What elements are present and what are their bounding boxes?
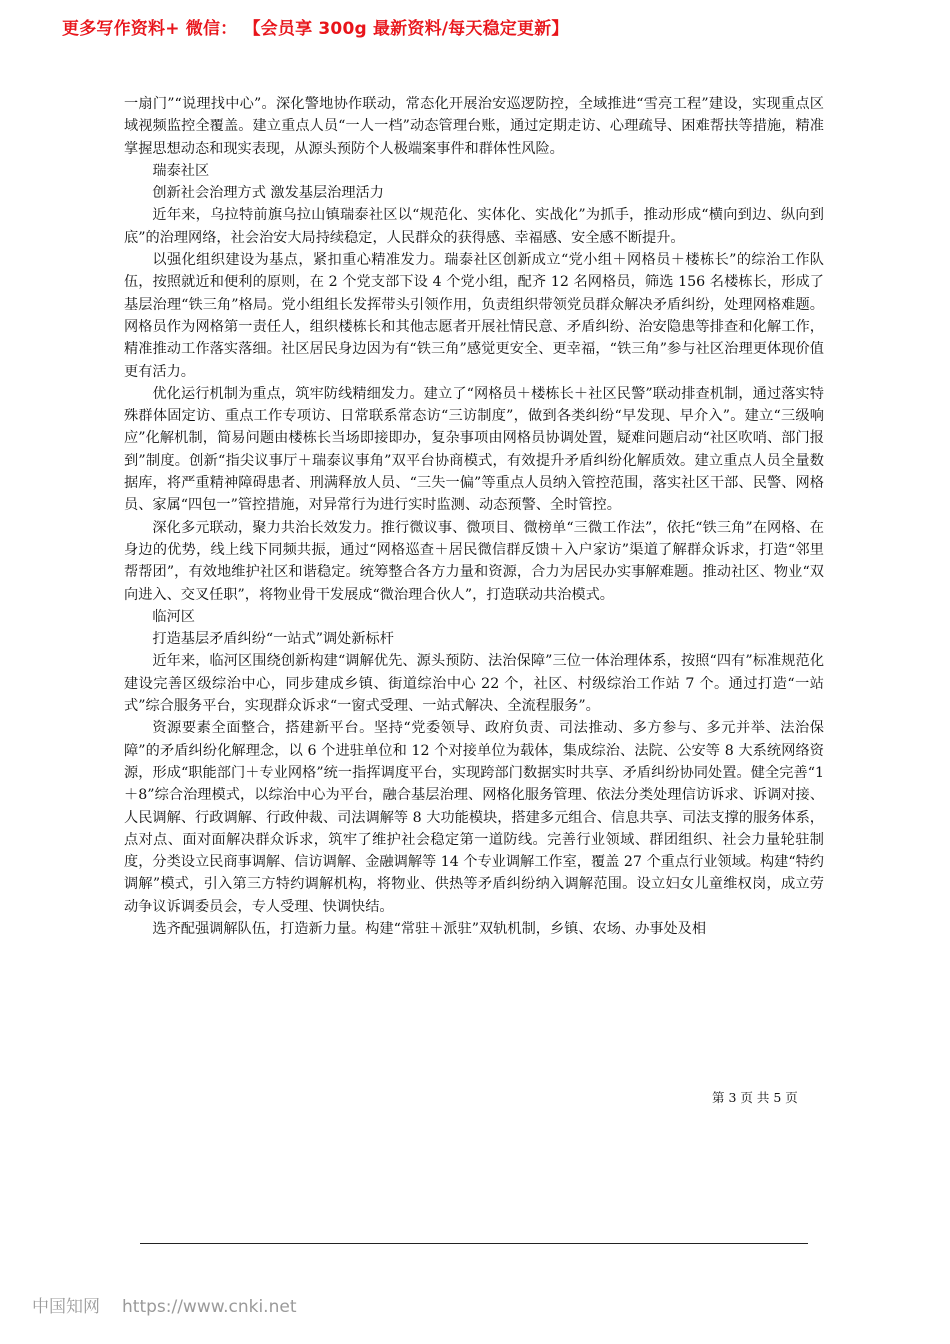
section-subheading-linhe: 打造基层矛盾纠纷“一站式”调处新标杆 xyxy=(152,631,394,648)
section-heading-linhe: 临河区 xyxy=(152,608,195,625)
paragraph: 近年来，乌拉特前旗乌拉山镇瑞泰社区以“规范化、实体化、实战化”为抓手，推动形成“横向到边、纵向到底”的治理网络，社会治安大局持续稳定，人民群众的获得感、幸福感、安全感不断提升。 xyxy=(124,207,824,246)
promo-banner: 更多写作资料+ 微信： 【会员享 300g 最新资料/每天稳定更新】 xyxy=(62,19,569,39)
document-body xyxy=(124,93,824,940)
paragraph: 近年来，临河区围绕创新构建“调解优先、源头预防、法治保障”三位一体治理体系，按照“四有”标准规范化建设完善区级综治中心，同步建成乡镇、街道综治中心 22 个，社区、村级综治工作站 7 个。通过打造“一站式”综合服务平台，实现群众诉求“一窗式受理、一站式解决、全流程服务”。 xyxy=(124,653,825,715)
paragraph: 选齐配强调解队伍，打造新力量。构建“常驻＋派驻”双轨机制，乡镇、农场、办事处及相 xyxy=(152,920,707,937)
watermark-brand: 中国知网 xyxy=(32,1297,100,1317)
footer-divider xyxy=(140,1243,808,1244)
section-heading-ruitai: 瑞泰社区 xyxy=(152,162,210,179)
cnki-watermark xyxy=(32,1292,296,1317)
paragraph: 深化多元联动，聚力共治长效发力。推行微议事、微项目、微榜单“三微工作法”，依托“铁三角”在网格、在身边的优势，线上线下同频共振，通过“网格巡查＋居民微信群反馈＋入户家访”渠道了解群众诉求，打造“邻里帮帮团”，有效地维护社区和谐稳定。统筹整合各方力量和资源，合力为居民办实事解难题。推动社区、物业“双向进入、交叉任职”，将物业骨干发展成“微治理合伙人”，打造联动共治模式。 xyxy=(124,519,824,603)
paragraph: 优化运行机制为重点，筑牢防线精细发力。建立了“网格员＋楼栋长＋社区民警”联动排查机制，通过落实特殊群体固定访、重点工作专项访、日常联系常态访“三访制度”，做到各类纠纷“早发现、早介入”。建立“三级响应”化解机制，简易问题由楼栋长当场即接即办，复杂事项由网格员协调处置，疑难问题启动“社区吹哨、部门报到”制度。创新“指尖议事厅＋瑞泰议事角”双平台协商模式，有效提升矛盾纠纷化解质效。建立重点人员全量数据库，将严重精神障碍患者、刑满释放人员、“三失一偏”等重点人员纳入管控范围，落实社区干部、民警、网格员、家属“四包一”管控措施，对异常行为进行实时监测、动态预警、全时管控。 xyxy=(124,385,824,514)
section-subheading-ruitai: 创新社会治理方式 激发基层治理活力 xyxy=(152,185,384,202)
paragraph: 以强化组织建设为基点，紧扣重心精准发力。瑞泰社区创新成立“党小组＋网格员＋楼栋长”的综治工作队伍，按照就近和便利的原则，在 2 个党支部下设 4 个党小组，配齐 12 名网格员，筛选 156 名楼栋长，形成了基层治理“铁三角”格局。党小组组长发挥带头引领作用，负责组织带领党员群众解决矛盾纠纷，处理网格难题。网格员作为网格第一责任人，组织楼栋长和其他志愿者开展社情民意、矛盾纠纷、治安隐患等排查和化解工作，精准推动工作落实落细。社区居民身边因为有“铁三角”感觉更安全、更幸福，“铁三角”参与社区治理更体现价值更有活力。 xyxy=(124,252,824,380)
paragraph: 资源要素全面整合，搭建新平台。坚持“党委领导、政府负责、司法推动、多方参与、多元并举、法治保障”的矛盾纠纷化解理念，以 6 个进驻单位和 12 个对接单位为载体，集成综治、法院、公安等 8 大系统网络资源，形成“职能部门＋专业网格”统一指挥调度平台，实现跨部门数据实时共享、矛盾纠纷协同处置。健全完善“1＋8”综合治理模式，以综治中心为平台，融合基层治理、网格化服务管理、依法分类处理信访诉求、诉调对接、人民调解、行政调解、行政仲裁、司法调解等 8 大功能模块，搭建多元组合、信息共享、司法支撑的服务体系，点对点、面对面解决群众诉求，筑牢了维护社会稳定第一道防线。完善行业领域、群团组织、社会力量轮驻制度，分类设立民商事调解、信访调解、金融调解等 14 个专业调解工作室，覆盖 27 个重点行业领域。构建“特约调解”模式，引入第三方特约调解机构，将物业、供热等矛盾纠纷纳入调解范围。设立妇女儿童维权岗，成立劳动争议诉调委员会，专人受理、快调快结。 xyxy=(124,720,824,915)
paragraph-continued: 一扇门”“说理找中心”。深化警地协作联动，常态化开展治安巡逻防控，全域推进“雪亮工程”建设，实现重点区域视频监控全覆盖。建立重点人员“一人一档”动态管理台账，通过定期走访、心理疏导、困难帮扶等措施，精准掌握思想动态和现实表现，从源头预防个人极端案事件和群体性风险。 xyxy=(124,96,824,157)
page-number: 第 3 页 共 5 页 xyxy=(712,1090,798,1105)
watermark-url: https://www.cnki.net xyxy=(122,1297,297,1317)
